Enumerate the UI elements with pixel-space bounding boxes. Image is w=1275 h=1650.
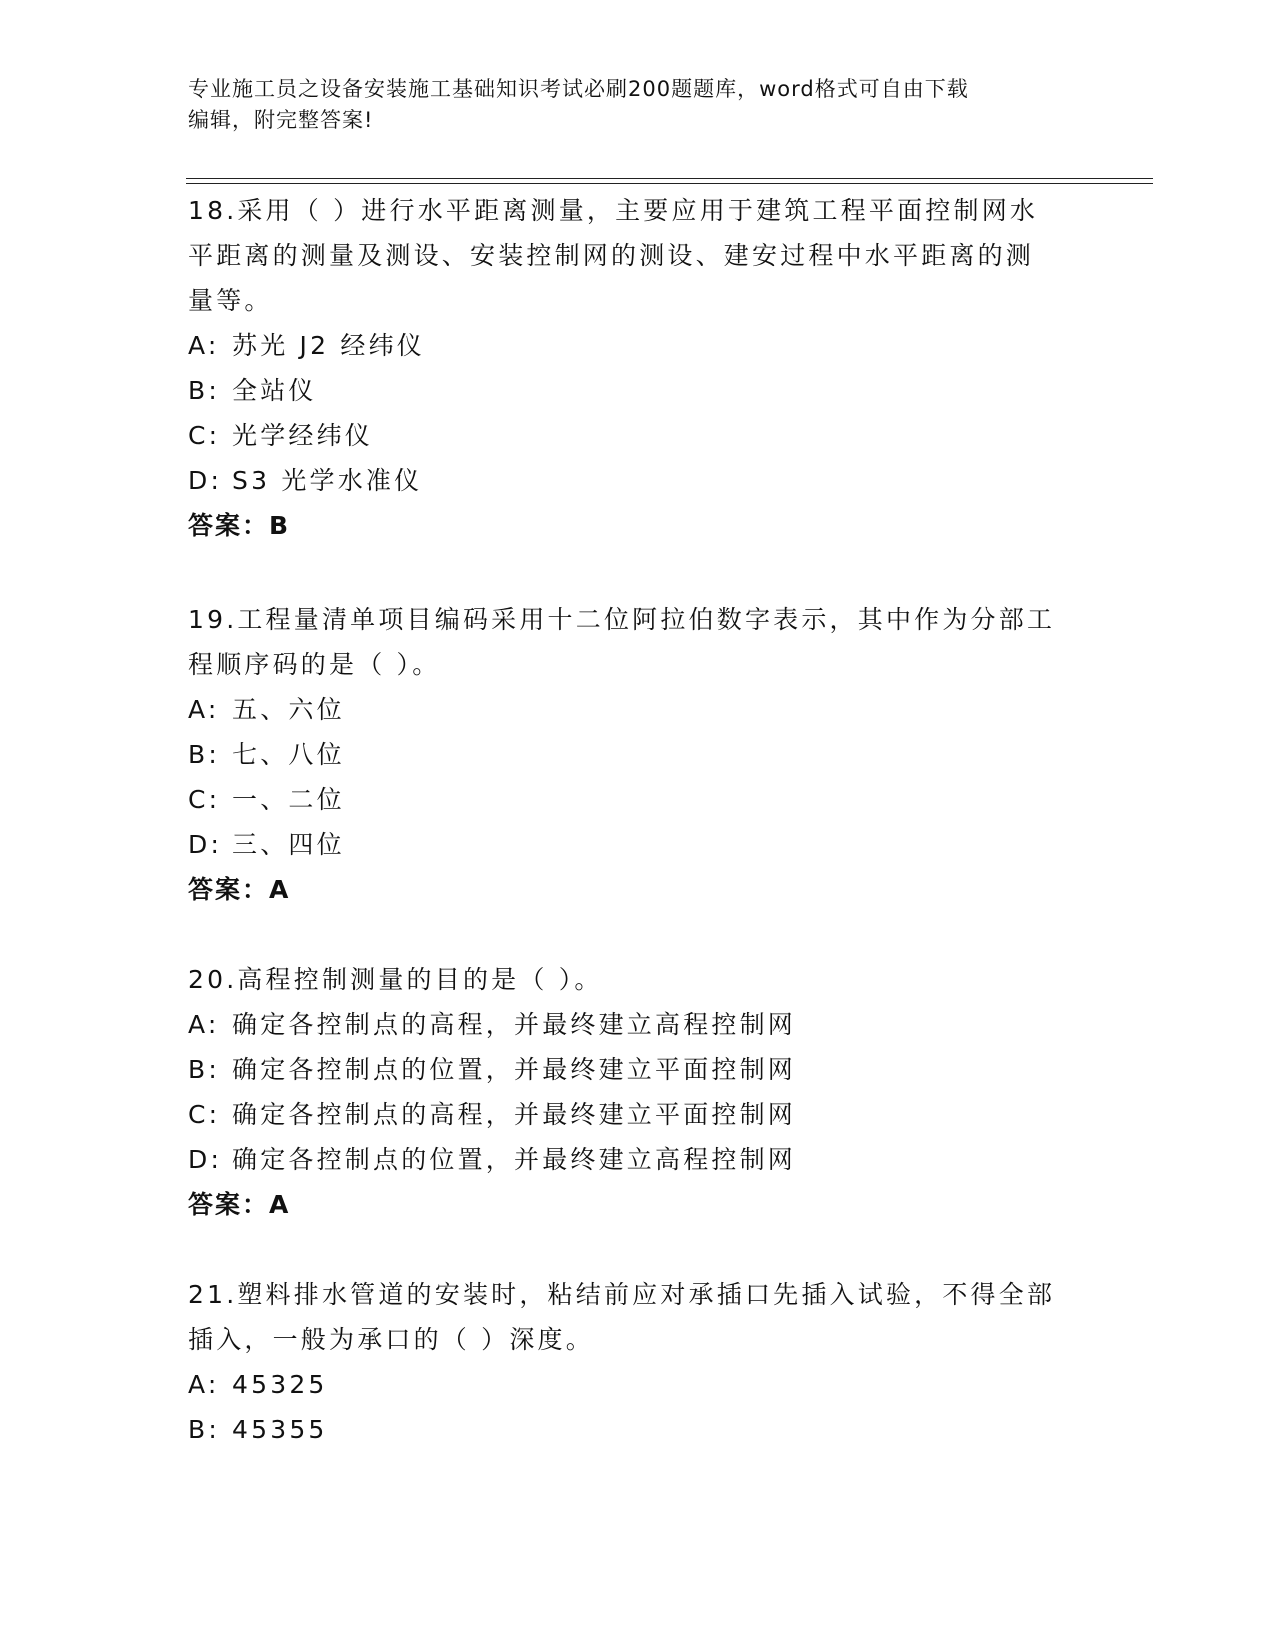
option-a bbox=[188, 1362, 1088, 1407]
option-key: B: bbox=[188, 1415, 220, 1444]
question-text-line: 20.高程控制测量的目的是（ ）。 bbox=[188, 965, 603, 994]
option-text: 45325 bbox=[232, 1370, 328, 1399]
option-a bbox=[188, 1002, 1088, 1047]
option-key: A: bbox=[188, 1370, 220, 1399]
option-b bbox=[188, 1407, 1088, 1452]
option-key: B: bbox=[188, 376, 220, 405]
option-c bbox=[188, 777, 1088, 822]
option-text: 三、四位 bbox=[232, 830, 345, 859]
question-20 bbox=[188, 957, 1088, 1227]
question-text-line: 量等。 bbox=[188, 286, 273, 315]
option-text: 苏光 J2 经纬仪 bbox=[232, 331, 425, 360]
option-text: 全站仪 bbox=[232, 376, 317, 405]
option-text: 45355 bbox=[232, 1415, 328, 1444]
answer-line: 答案：B bbox=[188, 511, 291, 540]
answer-line: 答案：A bbox=[188, 1190, 291, 1219]
option-key: D: bbox=[188, 1145, 223, 1174]
option-text: 确定各控制点的位置，并最终建立平面控制网 bbox=[232, 1055, 797, 1084]
option-a bbox=[188, 687, 1088, 732]
document-header bbox=[188, 74, 1088, 136]
question-text-line: 19.工程量清单项目编码采用十二位阿拉伯数字表示，其中作为分部工 bbox=[188, 605, 1056, 634]
option-text: S3 光学水准仪 bbox=[232, 466, 423, 495]
option-d bbox=[188, 458, 1088, 503]
question-18 bbox=[188, 188, 1088, 548]
option-b bbox=[188, 1047, 1088, 1092]
option-key: A: bbox=[188, 331, 220, 360]
option-key: D: bbox=[188, 830, 223, 859]
option-c bbox=[188, 413, 1088, 458]
option-b bbox=[188, 732, 1088, 777]
option-text: 一、二位 bbox=[232, 785, 345, 814]
option-text: 确定各控制点的高程，并最终建立高程控制网 bbox=[232, 1010, 797, 1039]
option-key: C: bbox=[188, 421, 221, 450]
option-d bbox=[188, 1137, 1088, 1182]
option-text: 五、六位 bbox=[232, 695, 345, 724]
question-19 bbox=[188, 597, 1088, 912]
option-a bbox=[188, 323, 1088, 368]
question-text-line: 18.采用（ ）进行水平距离测量，主要应用于建筑工程平面控制网水 bbox=[188, 196, 1039, 225]
question-text-line: 平距离的测量及测设、安装控制网的测设、建安过程中水平距离的测 bbox=[188, 241, 1035, 270]
question-21 bbox=[188, 1272, 1088, 1452]
question-text-line: 程顺序码的是（ ）。 bbox=[188, 650, 441, 679]
option-text: 确定各控制点的高程，并最终建立平面控制网 bbox=[232, 1100, 797, 1129]
option-key: B: bbox=[188, 1055, 220, 1084]
option-key: B: bbox=[188, 740, 220, 769]
option-b bbox=[188, 368, 1088, 413]
header-title-line-2: 编辑，附完整答案! bbox=[188, 108, 374, 132]
option-key: A: bbox=[188, 695, 220, 724]
option-key: A: bbox=[188, 1010, 220, 1039]
option-text: 确定各控制点的位置，并最终建立高程控制网 bbox=[232, 1145, 797, 1174]
header-divider-bottom bbox=[186, 183, 1153, 184]
option-key: C: bbox=[188, 1100, 221, 1129]
question-text-line: 21.塑料排水管道的安装时，粘结前应对承插口先插入试验，不得全部 bbox=[188, 1280, 1056, 1309]
header-divider-top bbox=[186, 178, 1153, 179]
option-c bbox=[188, 1092, 1088, 1137]
option-text: 光学经纬仪 bbox=[232, 421, 374, 450]
option-d bbox=[188, 822, 1088, 867]
option-text: 七、八位 bbox=[232, 740, 345, 769]
question-text-line: 插入，一般为承口的（ ）深度。 bbox=[188, 1325, 594, 1354]
header-title-line-1: 专业施工员之设备安装施工基础知识考试必刷200题题库，word格式可自由下载 bbox=[188, 77, 969, 101]
option-key: C: bbox=[188, 785, 221, 814]
answer-line: 答案：A bbox=[188, 875, 291, 904]
option-key: D: bbox=[188, 466, 223, 495]
